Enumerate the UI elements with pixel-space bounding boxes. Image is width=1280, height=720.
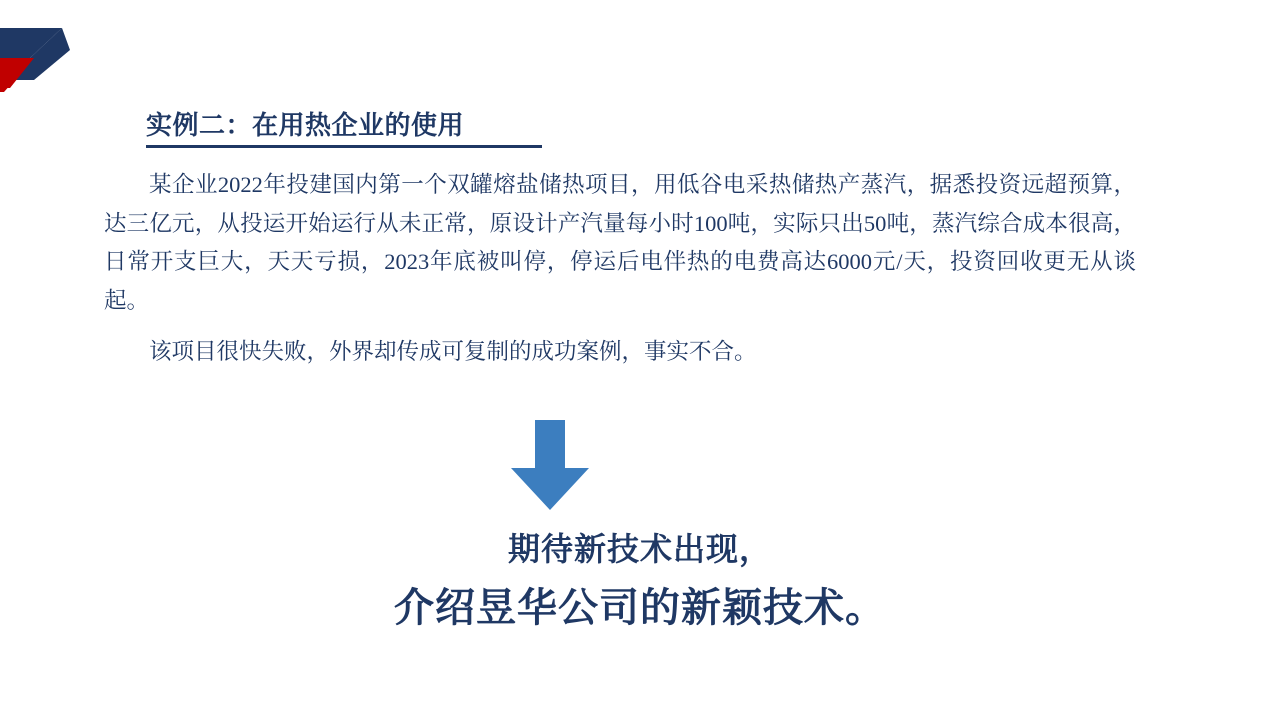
page-title	[146, 110, 542, 148]
conclusion-line-1: 期待新技术出现，	[507, 531, 772, 567]
paragraph-2: 该项目很快失败，外界却传成可复制的成功案例，事实不合。	[149, 338, 757, 364]
slide-title-text: 实例二：在用热企业的使用	[146, 110, 465, 140]
body-text-block	[104, 166, 1136, 371]
paragraph-1: 某企业2022年投建国内第一个双罐熔盐储热项目，用低谷电采热储热产蒸汽，据悉投资远超预算，达三亿元，从投运开始运行从未正常，原设计产汽量每小时100吨，实际只出50吨，蒸汽综合成本很高，日常开支巨大，天天亏损，2023年底被叫停，停运后电伴热的电费高达6000元/天，投资回收更无从谈起。	[104, 172, 1136, 314]
corner-flag-icon	[0, 28, 78, 92]
conclusion-block	[0, 528, 1280, 635]
down-arrow-icon	[505, 420, 595, 510]
title-underline	[146, 145, 542, 148]
conclusion-line-2: 介绍昱华公司的新颖技术。	[394, 586, 886, 631]
